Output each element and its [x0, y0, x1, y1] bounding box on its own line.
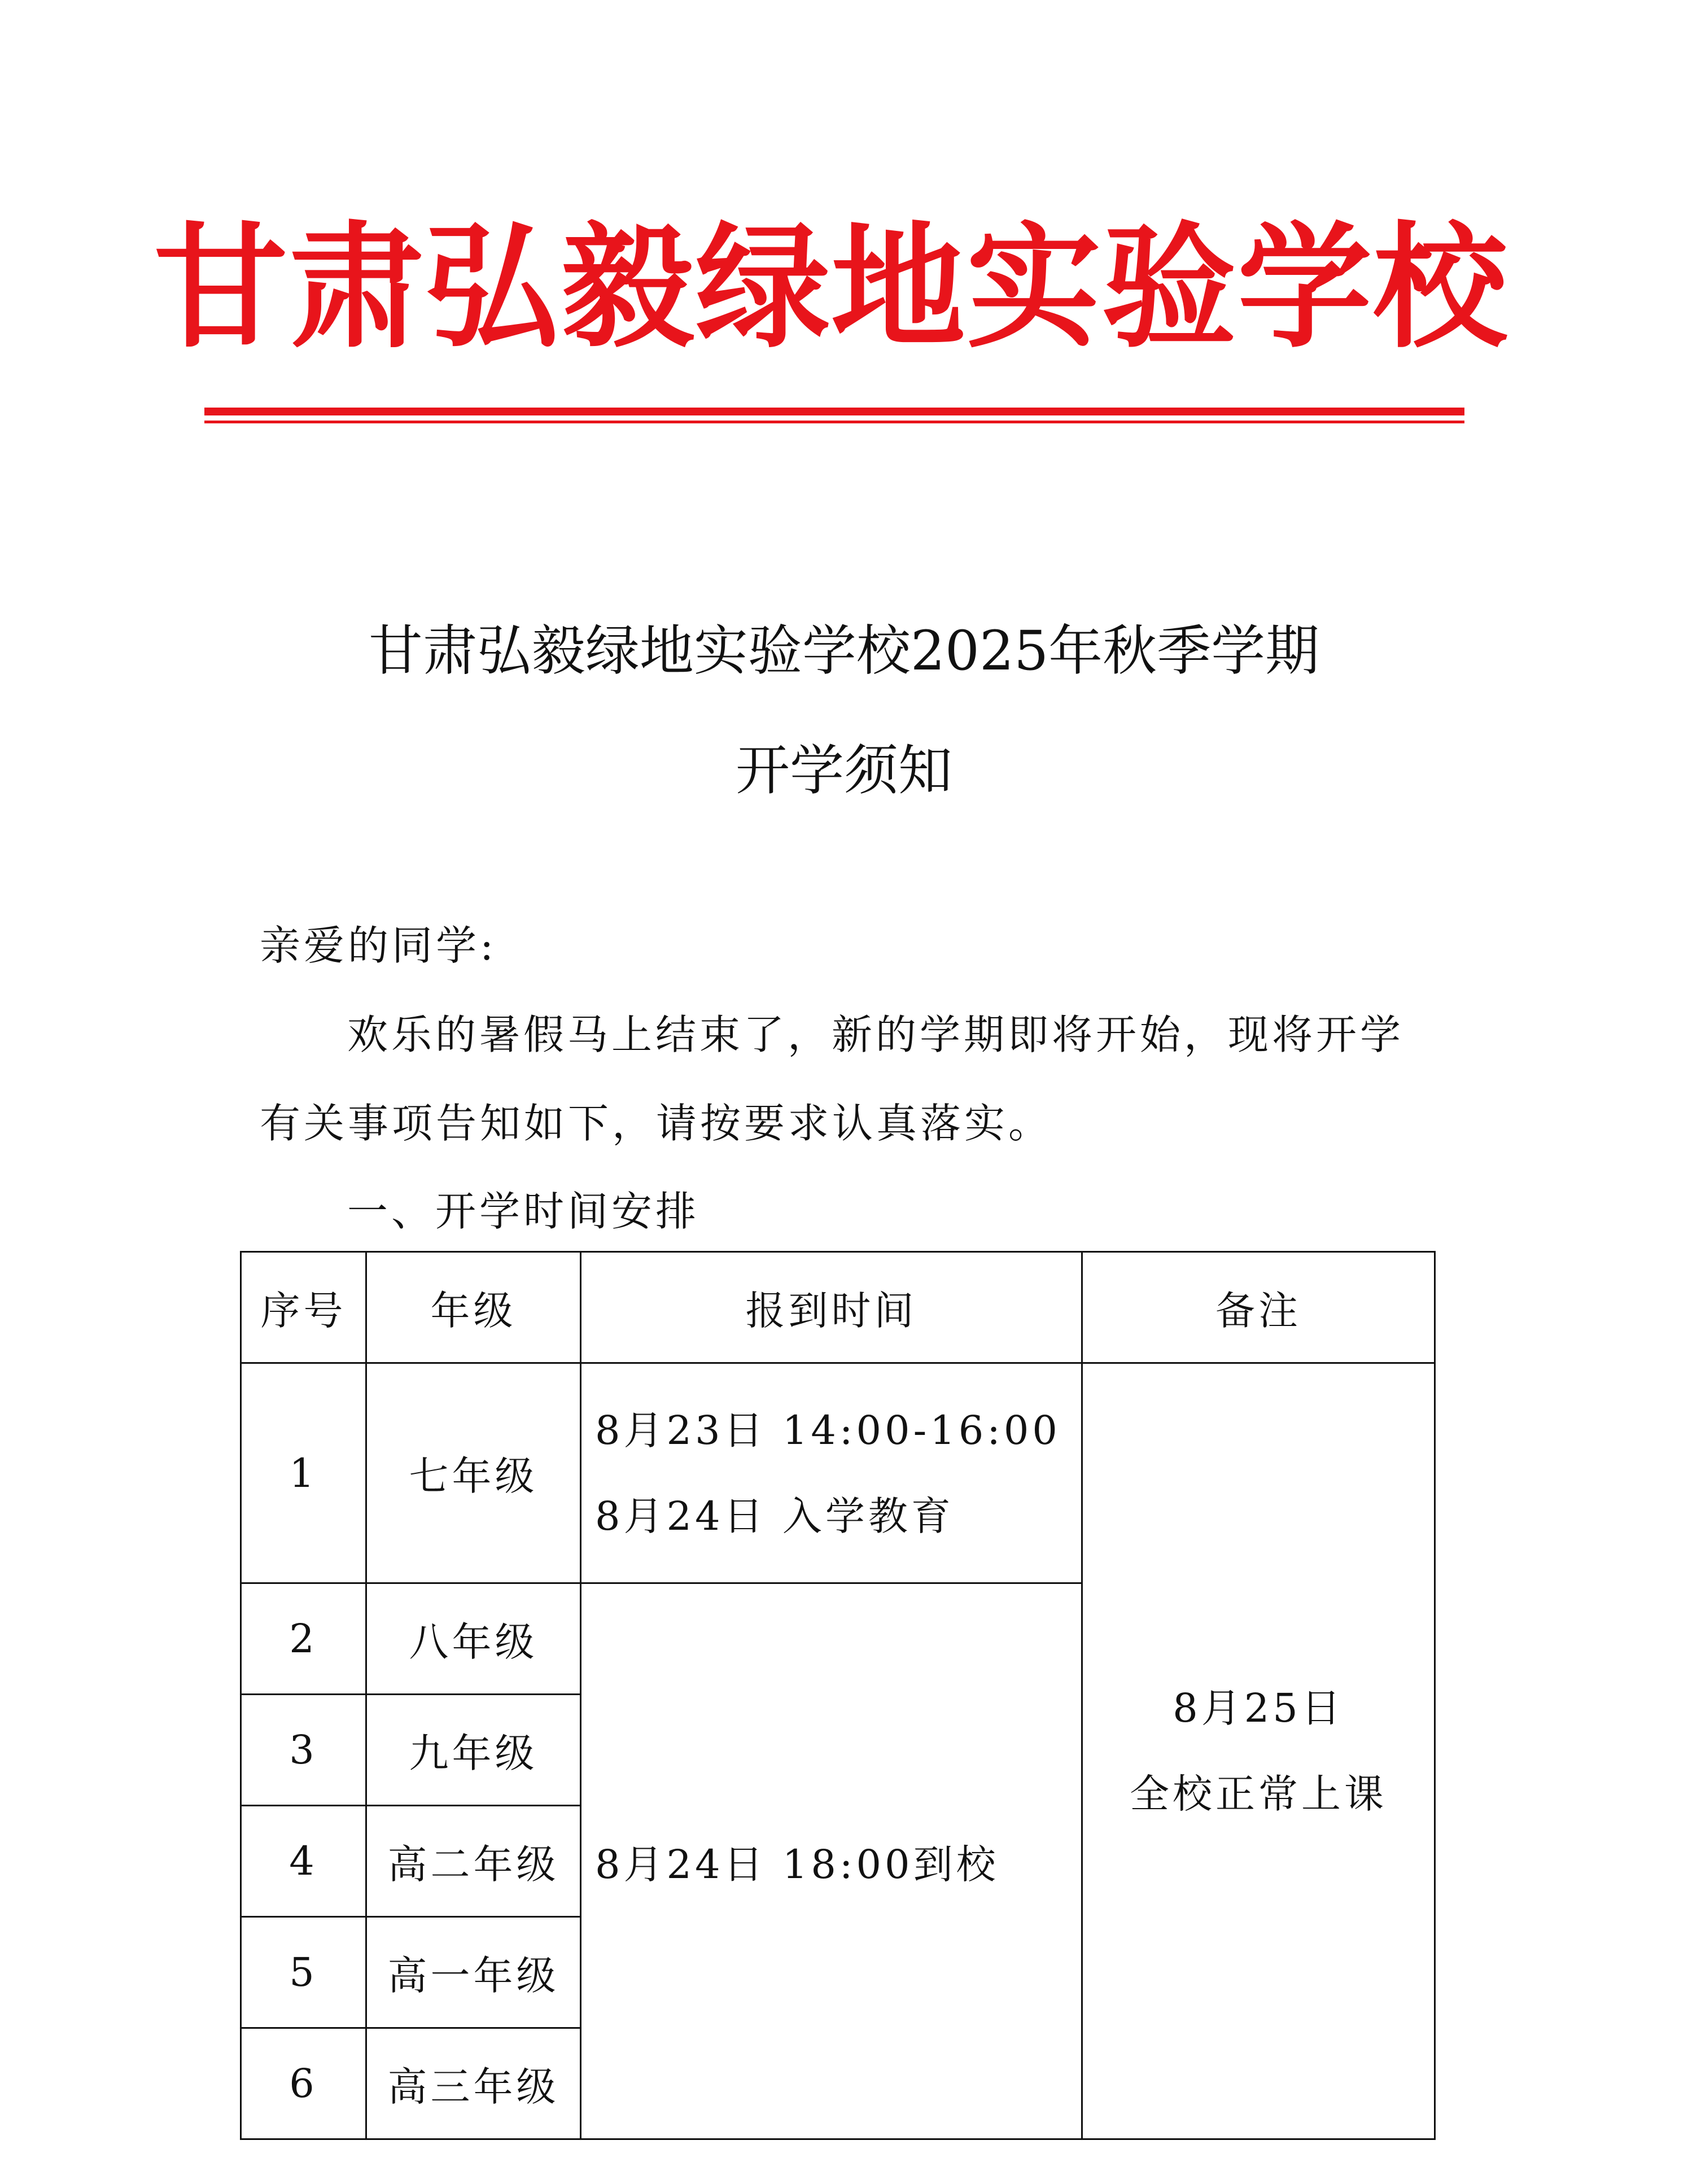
header-time: 报到时间 [581, 1252, 1082, 1363]
row-index: 4 [241, 1806, 366, 1917]
header-index: 序号 [241, 1252, 366, 1363]
row-index: 2 [241, 1583, 366, 1695]
note-line-2: 全校正常上课 [1130, 1771, 1387, 1817]
header-note: 备注 [1082, 1252, 1435, 1363]
intro-paragraph-line-2: 有关事项告知如下，请按要求认真落实。 [260, 1100, 1053, 1147]
section-heading: 一、开学时间安排 [347, 1188, 700, 1235]
note-line-1: 8月25日 [1173, 1685, 1344, 1731]
row-index: 1 [241, 1363, 366, 1583]
row-grade: 九年级 [366, 1695, 581, 1806]
row-index: 6 [241, 2028, 366, 2139]
row-grade: 高二年级 [366, 1806, 581, 1917]
row-grade: 高三年级 [366, 2028, 581, 2139]
others-time-cell: 8月24日 18:00到校 [581, 1583, 1082, 2139]
grade7-time-cell [581, 1363, 1082, 1583]
row-grade: 七年级 [366, 1363, 581, 1583]
greeting: 亲爱的同学: [260, 922, 497, 969]
intro-paragraph-line-1: 欢乐的暑假马上结束了，新的学期即将开始，现将开学 [347, 1011, 1405, 1058]
grade7-time-line-1: 8月23日 14:00-16:00 [595, 1407, 1061, 1454]
letterhead-red-rule-thin [204, 421, 1464, 423]
row-grade: 高一年级 [366, 1917, 581, 2028]
document-title-line-1: 甘肃弘毅绿地实验学校2025年秋季学期 [368, 619, 1320, 682]
note-cell [1082, 1363, 1435, 2139]
row-index: 3 [241, 1695, 366, 1806]
schedule-table [240, 1251, 1436, 2140]
table-header-row [241, 1252, 1435, 1363]
header-grade: 年级 [366, 1252, 581, 1363]
letterhead-school-name: 甘肃弘毅绿地实验学校 [154, 210, 1508, 366]
document-title-line-2: 开学须知 [736, 739, 952, 802]
row-index: 5 [241, 1917, 366, 2028]
row-grade: 八年级 [366, 1583, 581, 1695]
letterhead-red-rule-thick [204, 408, 1464, 415]
table-row [241, 1363, 1435, 1583]
grade7-time-line-2: 8月24日 入学教育 [595, 1493, 954, 1539]
